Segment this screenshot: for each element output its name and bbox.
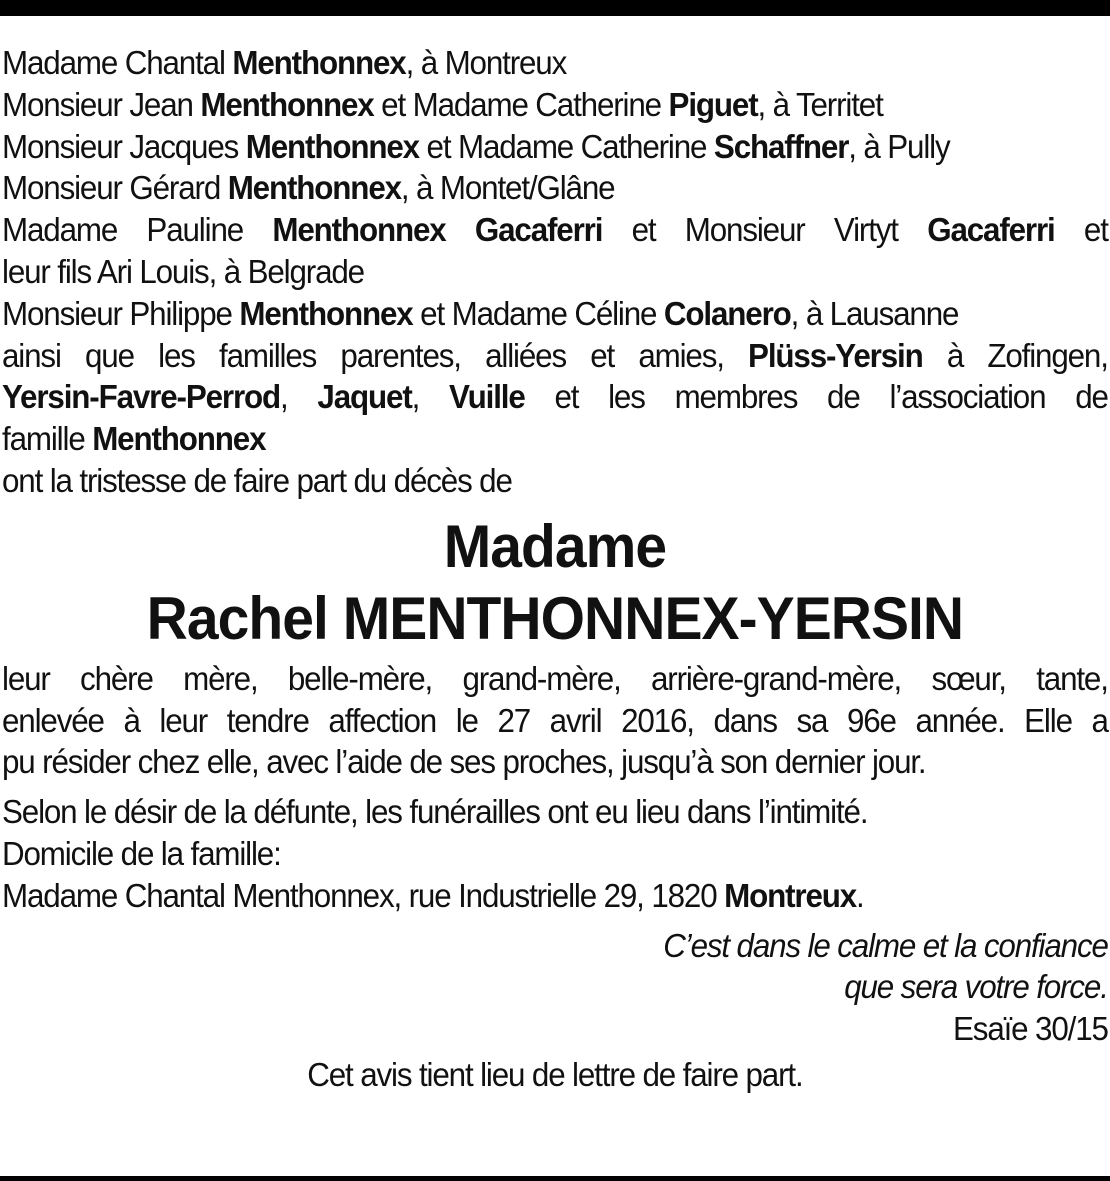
family-member-text: et Madame Catherine [373,85,669,123]
relatives-text: et les membres de l’association de [524,378,1108,416]
family-surname: Menthonnex [245,127,419,165]
relatives-text: ainsi que les familles parentes, alliées et amies, [2,336,749,374]
family-line [2,42,1108,84]
family-location: , à Pully [848,127,950,165]
family-surname: Menthonnex [200,85,374,123]
address-text: Madame Chantal Menthonnex, rue Industrielle 29, 1820 [2,876,725,914]
family-location: , à Montreux [405,44,567,81]
family-member-text: Madame Chantal [2,44,233,81]
closing-note: Cet avis tient lieu de lettre de faire part. [307,1055,803,1093]
family-line [2,293,1108,335]
bottom-border-rule [0,1176,1110,1181]
family-member-text: et Madame Céline [412,294,664,332]
funeral-text: Selon le désir de la défunte, les funérailles ont eu lieu dans l’intimité. [2,793,868,831]
relatives-line [2,335,1108,377]
family-member-text: Monsieur Philippe [2,294,240,332]
relatives-line [2,418,1108,460]
obituary-notice [2,42,1108,1096]
family-line [2,126,1108,168]
relatives-line [2,376,1108,418]
family-surname: Gacaferri [927,211,1055,249]
family-line-pauline [2,209,1108,251]
address-end: . [856,876,864,914]
address-city: Montreux [724,876,857,914]
family-surname: Jaquet [317,378,412,416]
scripture-reference: Esaïe 30/15 [953,1010,1108,1048]
family-line [2,167,1108,209]
family-surname: Menthonnex [232,44,406,81]
family-location: , à Lausanne [790,294,959,332]
quote-line: que sera votre force. [844,968,1108,1006]
separator: , [411,378,450,416]
relatives-text: famille [2,420,93,458]
domicile-label: Domicile de la famille: [2,834,281,872]
top-border-rule [0,0,1110,16]
family-surname: Schaffner [713,127,849,165]
family-line [2,84,1108,126]
family-surname: Vuille [449,378,525,416]
announcement-text: ont la tristesse de faire part du décès de [2,461,512,499]
family-location: , à Territet [757,85,883,123]
family-location: à Zofingen, [922,336,1108,374]
family-member-text: Monsieur Gérard [2,169,228,207]
body-text-line: leur chère mère, belle-mère, grand-mère, arrière-grand-mère, sœur, tante, [2,659,1108,697]
body-text-line: enlevée à leur tendre affection le 27 avril 2016, dans sa 96e année. Elle a [2,701,1108,739]
family-surname: Yersin-Favre-Perrod [2,378,281,416]
deceased-name: Rachel MENTHONNEX-YERSIN [146,584,964,652]
family-surname: Plüss-Yersin [748,336,923,374]
separator: , [280,378,318,416]
family-member-text: et Monsieur Virtyt [602,211,928,249]
family-member-text: Monsieur Jacques [2,127,246,165]
family-member-text: Monsieur Jean [2,85,201,123]
scripture-quote [2,925,1108,1009]
family-surname: Colanero [663,294,791,332]
family-member-text: et [1054,211,1108,249]
family-location: , à Montet/Glâne [400,169,615,207]
family-member-text: et Madame Catherine [418,127,714,165]
deceased-title: Madame [443,512,667,580]
body-text-line: pu résider chez elle, avec l’aide de ses proches, jusqu’à son dernier jour. [2,743,926,781]
quote-line: C’est dans le calme et la confiance [663,926,1108,964]
paragraph-gap [2,783,1108,791]
family-line: leur fils Ari Louis, à Belgrade [2,252,364,290]
family-surname: Menthonnex [227,169,401,207]
family-surname: Menthonnex Gacaferri [272,211,603,249]
family-member-text: Madame Pauline [2,211,273,249]
domicile-address [2,875,1108,917]
family-surname: Menthonnex [239,294,413,332]
family-surname: Piguet [668,85,758,123]
family-surname: Menthonnex [92,420,266,458]
